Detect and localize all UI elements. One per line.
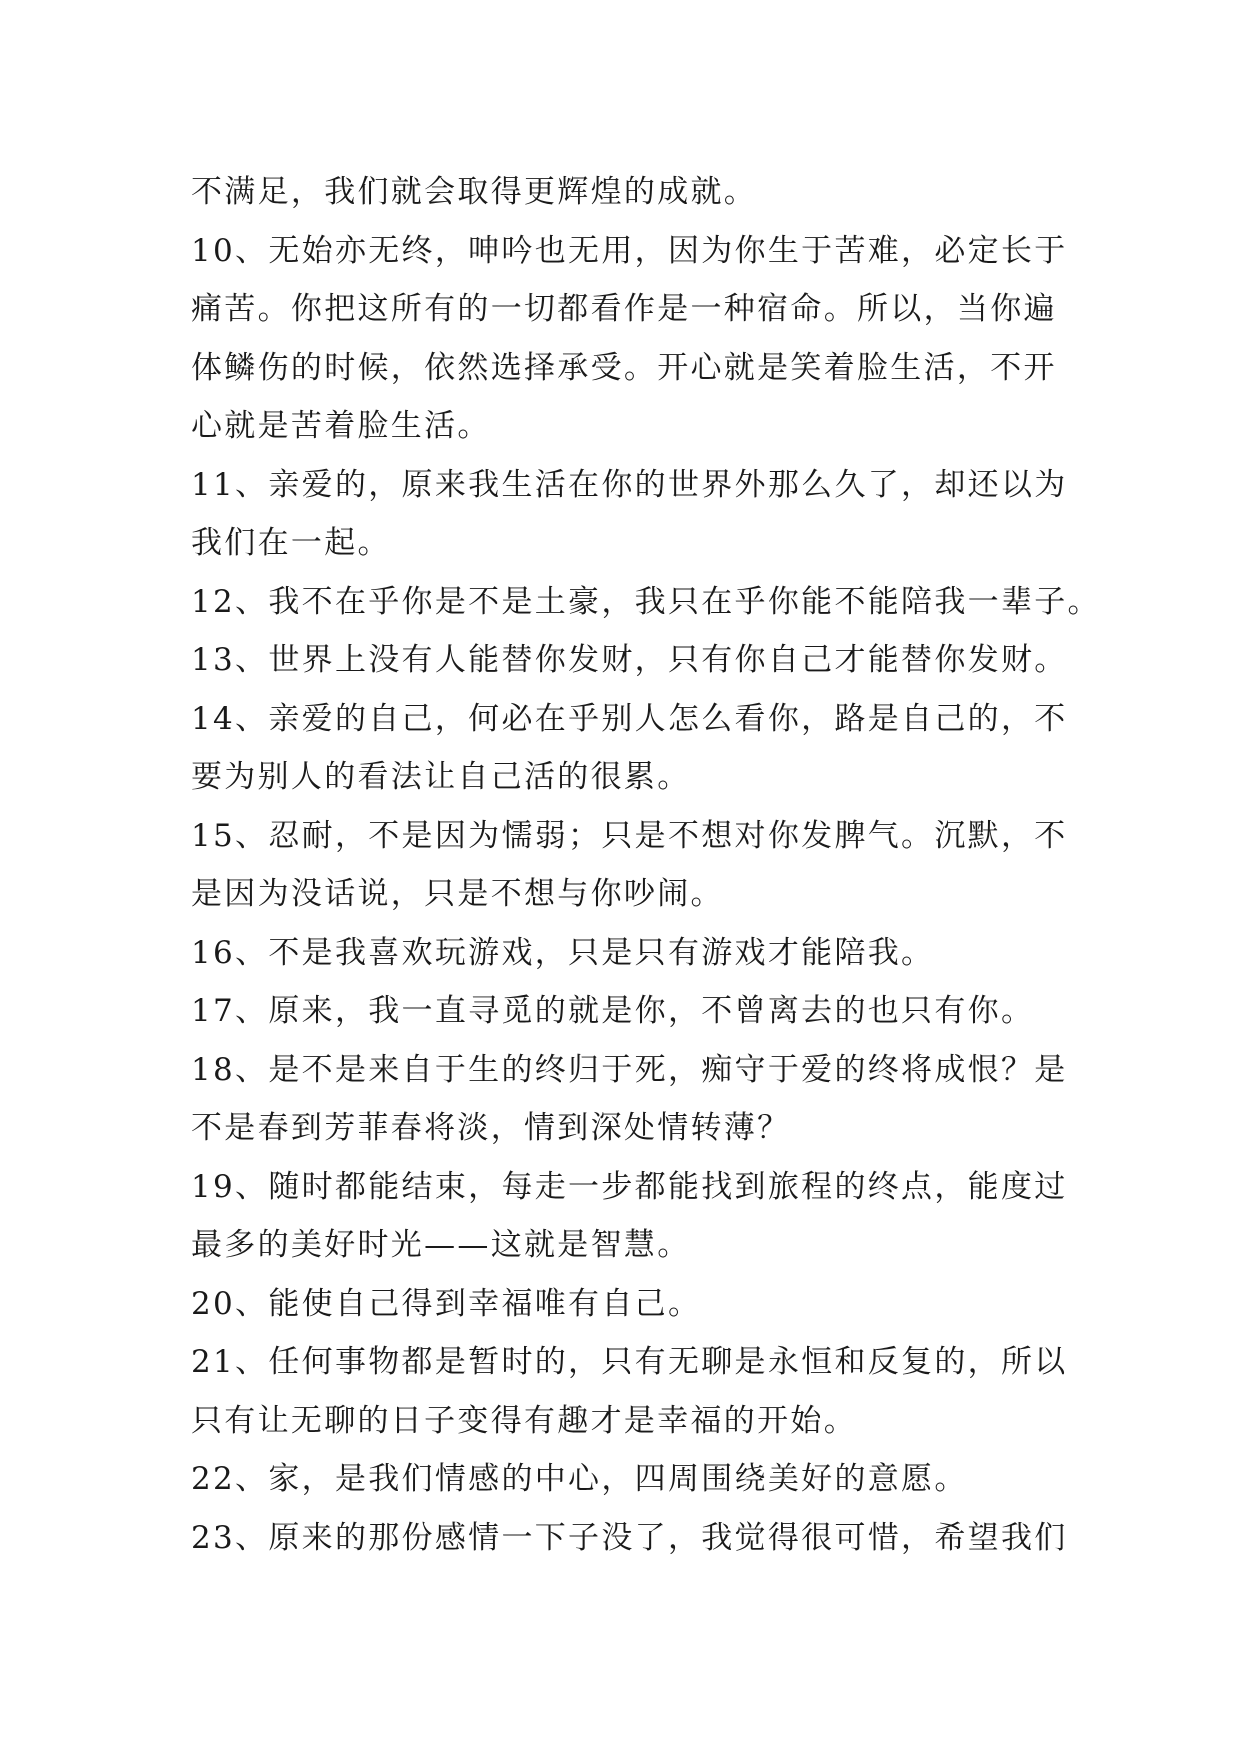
text-line: 20、能使自己得到幸福唯有自己。 xyxy=(191,1285,702,1322)
text-line: 19、随时都能结束，每走一步都能找到旅程的终点，能度过 xyxy=(191,1168,1068,1205)
text-line: 22、家，是我们情感的中心，四周围绕美好的意愿。 xyxy=(191,1461,968,1497)
text-line: 最多的美好时光——这就是智慧。 xyxy=(191,1227,691,1263)
text-line: 体鳞伤的时候，依然选择承受。开心就是笑着脸生活，不开 xyxy=(191,349,1057,386)
text-line: 18、是不是来自于生的终归于死，痴守于爱的终将成恨？是 xyxy=(191,1051,1068,1088)
text-line: 心就是苦着脸生活。 xyxy=(191,408,491,444)
text-line: 16、不是我喜欢玩游戏，只是只有游戏才能陪我。 xyxy=(191,934,935,971)
text-line: 10、无始亦无终，呻吟也无用，因为你生于苦难，必定长于 xyxy=(191,232,1068,269)
text-line: 不是春到芳菲春将淡，情到深处情转薄？ xyxy=(191,1110,791,1146)
text-line: 痛苦。你把这所有的一切都看作是一种宿命。所以，当你遍 xyxy=(191,291,1057,327)
text-line: 14、亲爱的自己，何必在乎别人怎么看你，路是自己的，不 xyxy=(191,700,1068,737)
text-line: 只有让无聊的日子变得有趣才是幸福的开始。 xyxy=(191,1402,857,1439)
text-line: 11、亲爱的，原来我生活在你的世界外那么久了，却还以为 xyxy=(191,466,1068,503)
text-line: 21、任何事物都是暂时的，只有无聊是永恒和反复的，所以 xyxy=(191,1344,1068,1380)
text-line: 23、原来的那份感情一下子没了，我觉得很可惜，希望我们 xyxy=(191,1519,1068,1556)
text-line: 12、我不在乎你是不是土豪，我只在乎你能不能陪我一辈子。 xyxy=(191,583,1101,620)
text-line: 我们在一起。 xyxy=(191,525,391,561)
text-line: 13、世界上没有人能替你发财，只有你自己才能替你发财。 xyxy=(191,642,1068,678)
text-line: 要为别人的看法让自己活的很累。 xyxy=(191,759,691,795)
document-body xyxy=(191,163,1101,1567)
text-line: 是因为没话说，只是不想与你吵闹。 xyxy=(191,876,724,912)
text-line: 17、原来，我一直寻觅的就是你，不曾离去的也只有你。 xyxy=(191,993,1035,1029)
text-line: 不满足，我们就会取得更辉煌的成就。 xyxy=(191,174,758,210)
text-line: 15、忍耐，不是因为懦弱；只是不想对你发脾气。沉默，不 xyxy=(191,817,1068,854)
